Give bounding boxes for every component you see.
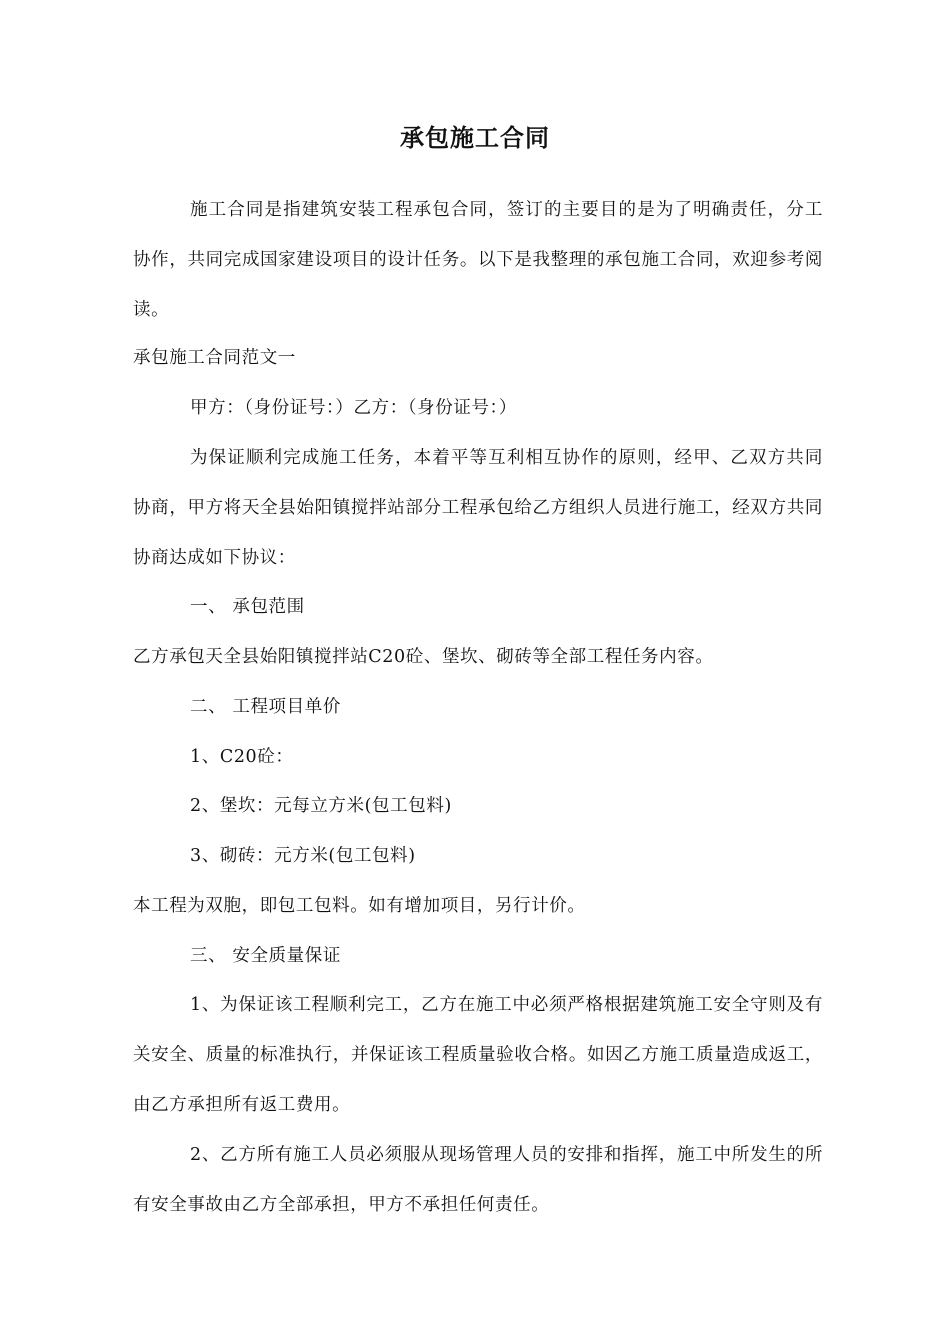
intro-paragraph: 施工合同是指建筑安装工程承包合同，签订的主要目的是为了明确责任，分工协作，共同完成国家建设项目的设计任务。以下是我整理的承包施工合同，欢迎参考阅读。: [133, 200, 823, 320]
section-2-note: 本工程为双胞，即包工包料。如有增加项目，另行计价。: [133, 896, 586, 916]
preamble-paragraph: 为保证顺利完成施工任务，本着平等互利相互协作的原则，经甲、乙双方共同协商，甲方将天全县始阳镇搅拌站部分工程承包给乙方组织人员进行施工，经双方共同协商达成如下协议：: [133, 448, 823, 568]
document-title: 承包施工合同: [400, 124, 550, 152]
sample-heading: 承包施工合同范文一: [133, 348, 296, 368]
section-3-item-1: 1、为保证该工程顺利完工，乙方在施工中必须严格根据建筑施工安全守则及有关安全、质量的标准执行，并保证该工程质量验收合格。如因乙方施工质量造成返工，由乙方承担所有返工费用。: [133, 995, 823, 1115]
price-item-1: 1、C20砼：: [190, 747, 294, 767]
section-3-item-2: 2、乙方所有施工人员必须服从现场管理人员的安排和指挥，施工中所发生的所有安全事故由乙方全部承担，甲方不承担任何责任。: [133, 1145, 823, 1215]
price-item-2: 2、堡坎：元每立方米(包工包料): [190, 796, 452, 816]
section-1-heading: 一、 承包范围: [190, 597, 305, 617]
section-3-heading: 三、 安全质量保证: [190, 946, 341, 966]
section-1-text: 乙方承包天全县始阳镇搅拌站C20砼、堡坎、砌砖等全部工程任务内容。: [133, 647, 714, 667]
price-item-3: 3、砌砖：元方米(包工包料): [190, 846, 416, 866]
section-2-heading: 二、 工程项目单价: [190, 697, 341, 717]
parties-line: 甲方：（身份证号：）乙方：（身份证号：）: [190, 398, 517, 418]
